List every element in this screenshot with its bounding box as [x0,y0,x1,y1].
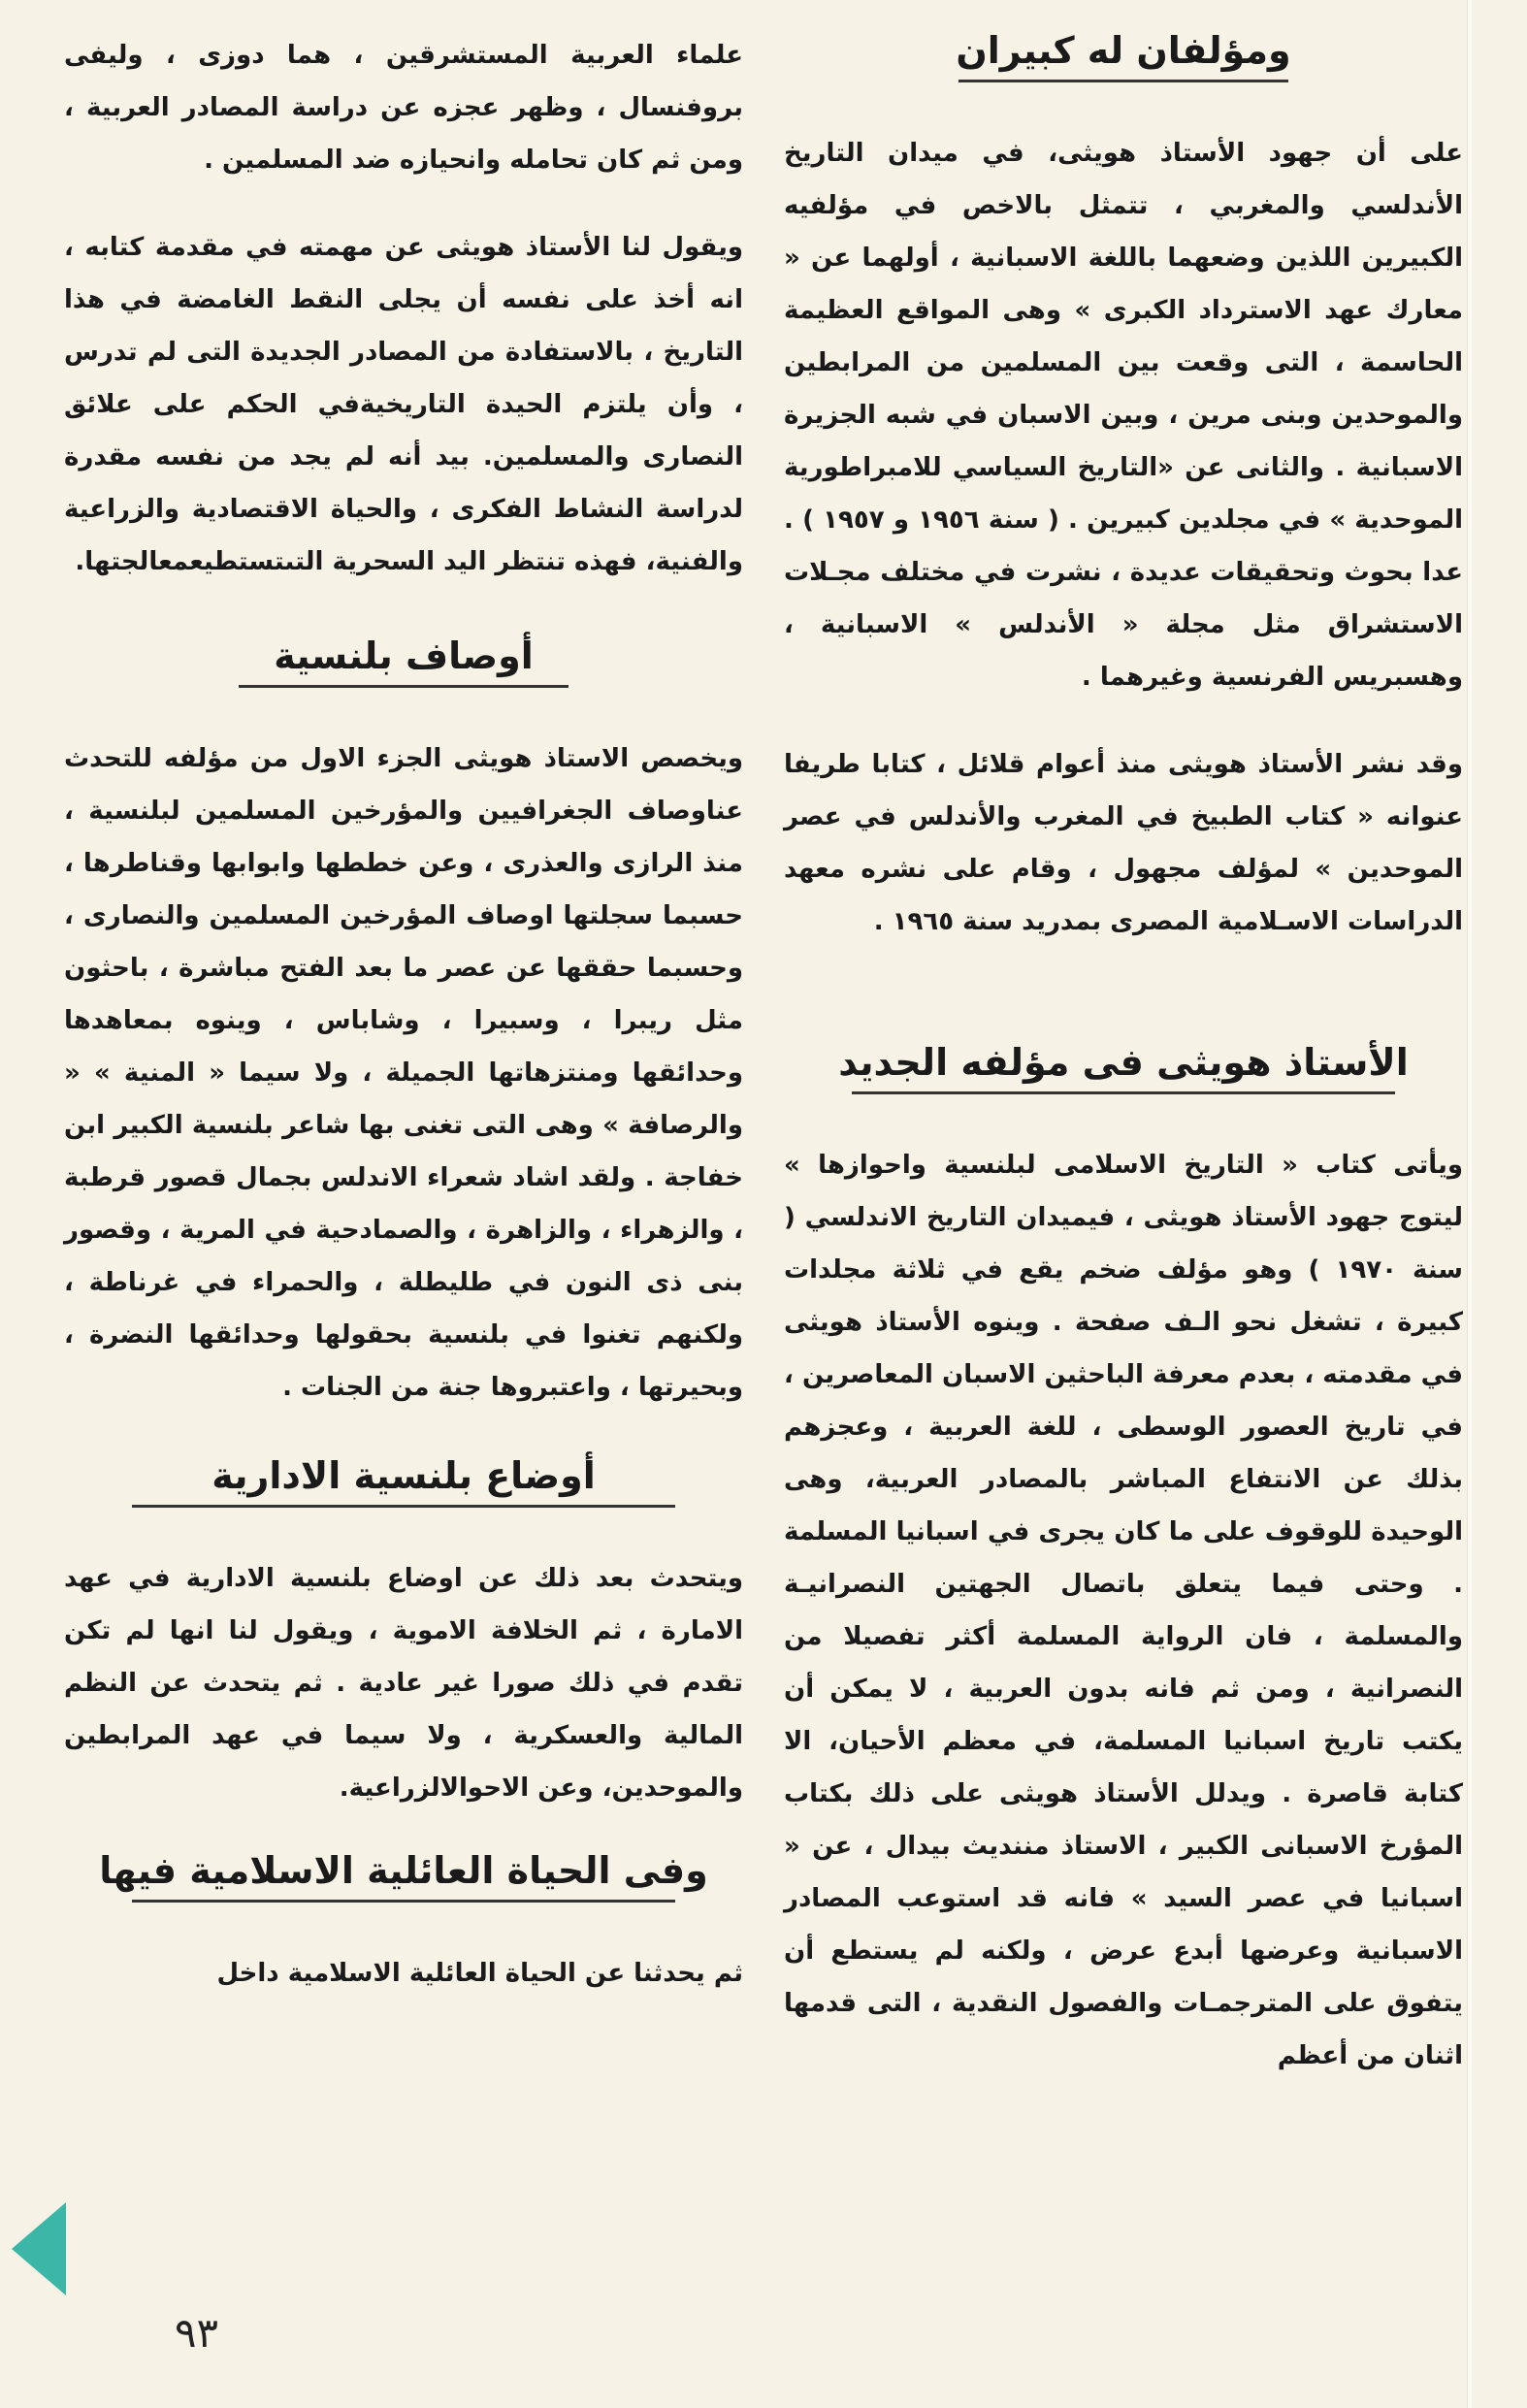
heading-underline [132,1900,675,1903]
heading-underline [132,1505,675,1508]
right-column [784,29,1463,2117]
page-edge-strip [1467,0,1472,2408]
section-heading-authors: ومؤلفان له كبيران [956,29,1291,72]
heading-underline [958,80,1288,82]
section-heading-administration: أوضاع بلنسية الادارية [211,1454,596,1497]
left-column [64,29,743,2034]
section-heading-new-book: الأستاذ هويثى فى مؤلفه الجديد [838,1041,1409,1084]
paragraph: علماء العربية المستشرقين ، هما دوزى ، وليفى بروفنسال ، وظهر عجزه عن دراسة المصادر العربية ، ومن ثم كان تحامله وانحيازه ضد المسلمين . [64,41,743,175]
paragraph: ثم يحدثنا عن الحياة العائلية الاسلامية داخل [216,1959,743,1988]
paragraph: ويخصص الاستاذ هويثى الجزء الاول من مؤلفه للتحدث عناوصاف الجغرافيين والمؤرخين المسلمين لبلنسية ، منذ الرازى والعذرى ، وعن خططها وابوابها وقناطرها ، حسبما سجلتها اوصاف المؤرخين المسلمين والنصارى ، وحسبما حققها عن عصر ما بعد الفتح مباشرة ، باحثون مثل ريبرا ، وسبيرا ، وشاباس ، وينوه بمعاهدها وحدائقها ومنتزهاتها الجميلة ، ولا سيما « المنية » « والرصافة » وهى التى تغنى بها شاعر بلنسية الكبير ابن خفاجة . ولقد اشاد شعراء الاندلس بجمال قصور قرطبة ، والزهراء ، والزاهرة ، والصمادحية في المرية ، وقصور بنى ذى النون في طليطلة ، والحمراء في غرناطة ، ولكنهم تغنوا في بلنسية بحقولها وحدائقها النضرة ، وبحيرتها ، واعتبروها جنة من الجنات . [64,744,743,1402]
section-heading-descriptions: أوصاف بلنسية [274,635,534,677]
paragraph: على أن جهود الأستاذ هويثى، في ميدان التاريخ الأندلسي والمغربي ، تتمثل بالاخص في مؤلفيه الكبيرين اللذين وضعهما باللغة الاسبانية ، أولهما عن « معارك عهد الاسترداد الكبرى » وهى المواقع العظيمة الحاسمة ، التى وقعت بين المسلمين من المرابطين والموحدين وبنى مرين ، وبين الاسبان في شبه الجزيرة الاسبانية . والثانى عن «التاريخ السياسي للامبراطورية الموحدية » في مجلدين كبيرين . ( سنة ١٩٥٦ و ١٩٥٧ ) . عدا بحوث وتحقيقات عديدة ، نشرت في مختلف مجـلات الاستشراق مثل مجلة « الأندلس » الاسبانية ، وهسبريس الفرنسية وغيرهما . [784,139,1463,692]
paragraph: ويقول لنا الأستاذ هويثى عن مهمته في مقدمة كتابه ، انه أخذ على نفسه أن يجلى النقط الغامضة في هذا التاريخ ، بالاستفادة من المصادر الجديدة التى لم تدرس ، وأن يلتزم الحيدة التاريخيةفي الحكم على علائق النصارى والمسلمين. بيد أنه لم يجد من نفسه مقدرة لدراسة النشاط الفكرى ، والحياة الاقتصادية والزراعية والفنية، فهذه تنتظر اليد السحرية التىتستطيعمعالجتها. [64,233,743,576]
paragraph: ويأتى كتاب « التاريخ الاسلامى لبلنسية واحوازها » ليتوج جهود الأستاذ هويثى ، فيميدان التاريخ الاندلسي ( سنة ١٩٧٠ ) وهو مؤلف ضخم يقع في ثلاثة مجلدات كبيرة ، تشغل نحو الـف صفحة . وينوه الأستاذ هويثى في مقدمته ، بعدم معرفة الباحثين الاسبان المعاصرين ، في تاريخ العصور الوسطى ، للغة العربية ، وعجزهم بذلك عن الانتفاع المباشر بالمصادر العربية، وهى الوحيدة للوقوف على ما كان يجرى في اسبانيا المسلمة . وحتى فيما يتعلق باتصال الجهتين النصرانيـة والمسلمة ، فان الرواية المسلمة أكثر تفصيلا من النصرانية ، ومن ثم فانه بدون العربية ، لا يمكن أن يكتب تاريخ اسبانيا المسلمة، في معظم الأحيان، الا كتابة قاصرة . ويدلل الأستاذ هويثى على ذلك بكتاب المؤرخ الاسبانى الكبير ، الاستاذ مننديث بيدال ، عن « اسبانيا في عصر السيد » فانه قد استوعب المصادر الاسبانية وعرضها أبدع عرض ، ولكنه لم يستطع أن يتفوق على المترجمـات والفصول النقدية ، التى قدمها اثنان من أعظم [784,1151,1463,2070]
heading-underline [239,685,569,688]
paragraph: وقد نشر الأستاذ هويثى منذ أعوام قلائل ، كتابا طريفا عنوانه « كتاب الطبيخ في المغرب والأندلس في عصر الموحدين » لمؤلف مجهول ، وقام على نشره معهد الدراسات الاسـلامية المصرى بمدريد سنة ١٩٦٥ . [784,750,1463,936]
heading-underline [852,1091,1395,1094]
triangle-left-icon[interactable] [12,2202,66,2295]
paragraph: ويتحدث بعد ذلك عن اوضاع بلنسية الادارية في عهد الامارة ، ثم الخلافة الاموية ، ويقول لنا انها لم تكن تقدم في ذلك صورا غير عادية . ثم يتحدث عن النظم المالية والعسكرية ، ولا سيما في عهد المرابطين والموحدين، وعن الاحوالالزراعية. [64,1564,743,1803]
section-heading-family-life: وفى الحياة العائلية الاسلامية فيها [99,1849,708,1892]
page-number: ٩٣ [175,2309,219,2357]
